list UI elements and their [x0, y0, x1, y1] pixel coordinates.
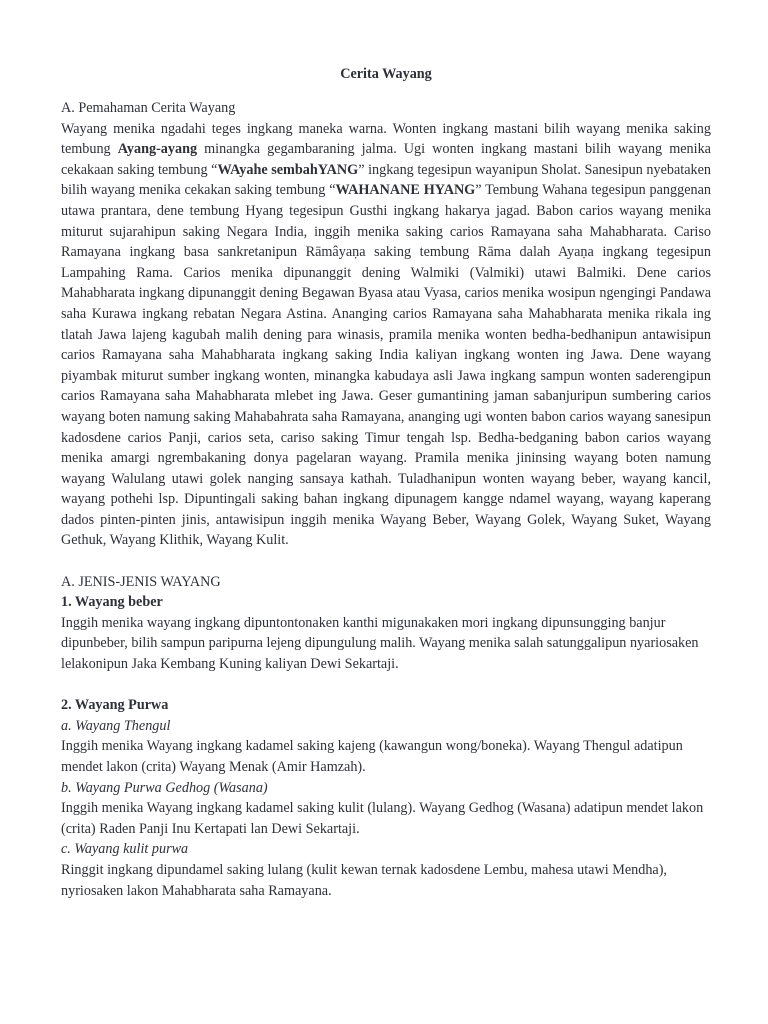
paragraph-pemahaman	[61, 119, 711, 551]
bold-term: WAyahe sembahYANG	[217, 161, 359, 178]
subitem-title-thengul: a. Wayang Thengul	[61, 717, 171, 734]
subitem-title-gedhog: b. Wayang Purwa Gedhog (Wasana)	[61, 779, 268, 796]
item-text-wayang-beber: Inggih menika wayang ingkang dipuntontonaken kanthi migunakaken mori ingkang dipunsungging banjur dipunbeber, bilih sampun paripurna lejeng dipungulung malih. Wayang menika salah satunggalipun nyariosaken lelakonipun Jaka Kembang Kuning kaliyan Dewi Sekartaji.	[61, 614, 699, 673]
text-run: Wayang menika ngadahi teges ingkang maneka warna. Wonten ingkang mastani bilih wayang menika saking tembung	[61, 120, 711, 158]
document-page	[61, 64, 711, 901]
item-title-wayang-beber: 1. Wayang beber	[61, 594, 163, 611]
subitem-text-gedhog: Inggih menika Wayang ingkang kadamel saking kulit (lulang). Wayang Gedhog (Wasana) adatipun mendet lakon (crita) Raden Panji Inu Kertapati lan Dewi Sekartaji.	[61, 800, 704, 837]
spacer	[61, 675, 711, 696]
section-heading-pemahaman: A. Pemahaman Cerita Wayang	[61, 100, 236, 116]
text-run: minangka gegambaraning jalma. Ugi wonten ingkang mastani bilih wayang menika cekakaan saking tembung “	[61, 141, 711, 178]
text-run: ” ingkang tegesipun wayanipun Sholat. Sanesipun nyebataken bilih wayang menika cekakan saking tembung “	[61, 161, 711, 199]
page-title: Cerita Wayang	[340, 66, 432, 82]
spacer	[61, 551, 711, 572]
bold-term: WAHANANE HYANG	[335, 182, 476, 199]
text-run: ” Tembung Wahana tegesipun panggenan utawa prantara, dene tembung Hyang tegesipun Gusthi ingkang hakarya jagad. Babon carios wayang menika miturut sujarahipun saking Negara India, inggih menika saking carios Ramayana saha Mahabharata. Cariso Ramayana ingkang basa sankretanipun Rāmâyaṇa saking tembung Rāma dalah Ayaṇa ingkang tegesipun Lampahing Rama. Carios menika dipunanggit dening Walmiki (Valmiki) utawi Balmiki. Dene carios Mahabharata ingkang dipunanggit dening Begawan Byasa atau Vyasa, carios menika wosipun ngengingi Pandawa saha Kurawa ingkang rebatan Negara Astina. Ananging carios Ramayana saha Mahabharata menika rikala ing tlatah Jawa lajeng kagubah malih dening para winasis, pramila menika wonten bedha-bedhanipun antawisipun carios Ramayana saha Mahabharata ingkang saking India kaliyan ingkang wonten ing Jawa. Dene wayang piyambak miturut sumber ingkang wonten, minangka kabudaya asli Jawa ingkang sampun wonten saderengipun carios Ramayana saha Mahabharata mlebet ing Jawa. Geser gumantining jaman sabanjuripun sumbering carios wayang boten namung saking Mahabahrata saha Ramayana, ananging ugi wonten babon carios wayang sanesipun kadosdene carios Panji, carios seta, cariso saking Timur tengah lsp. Bedha-bedganing babon carios wayang menika amargi ngrembakaning donya pagelaran wayang. Pramila menika jininsing wayang boten namung wayang Walulang utawi golek nanging sansaya kathah. Tuladhanipun wonten wayang beber, wayang kancil, wayang pothehi lsp. Dipuntingali saking bahan ingkang dipunagem kangge ndamel wayang, wayang kaperang dados pinten-pinten jinis, antawisipun inggih menika Wayang Beber, Wayang Golek, Wayang Suket, Wayang Gethuk, Wayang Klithik, Wayang Kulit.	[61, 182, 711, 549]
section-heading-jenis: A. JENIS-JENIS WAYANG	[61, 573, 221, 590]
subitem-text-thengul: Inggih menika Wayang ingkang kadamel saking kajeng (kawangun wong/boneka). Wayang Thengul adatipun mendet lakon (crita) Wayang Menak (Amir Hamzah).	[61, 738, 683, 775]
item-title-wayang-purwa: 2. Wayang Purwa	[61, 697, 169, 714]
bold-term: Ayang-ayang	[117, 141, 198, 158]
subitem-title-kulit-purwa: c. Wayang kulit purwa	[61, 841, 189, 858]
subitem-text-kulit-purwa: Ringgit ingkang dipundamel saking lulang (kulit kewan ternak kadosdene Lembu, mahesa utawi Mendha), nyriosaken lakon Mahabharata saha Ramayana.	[61, 861, 667, 899]
